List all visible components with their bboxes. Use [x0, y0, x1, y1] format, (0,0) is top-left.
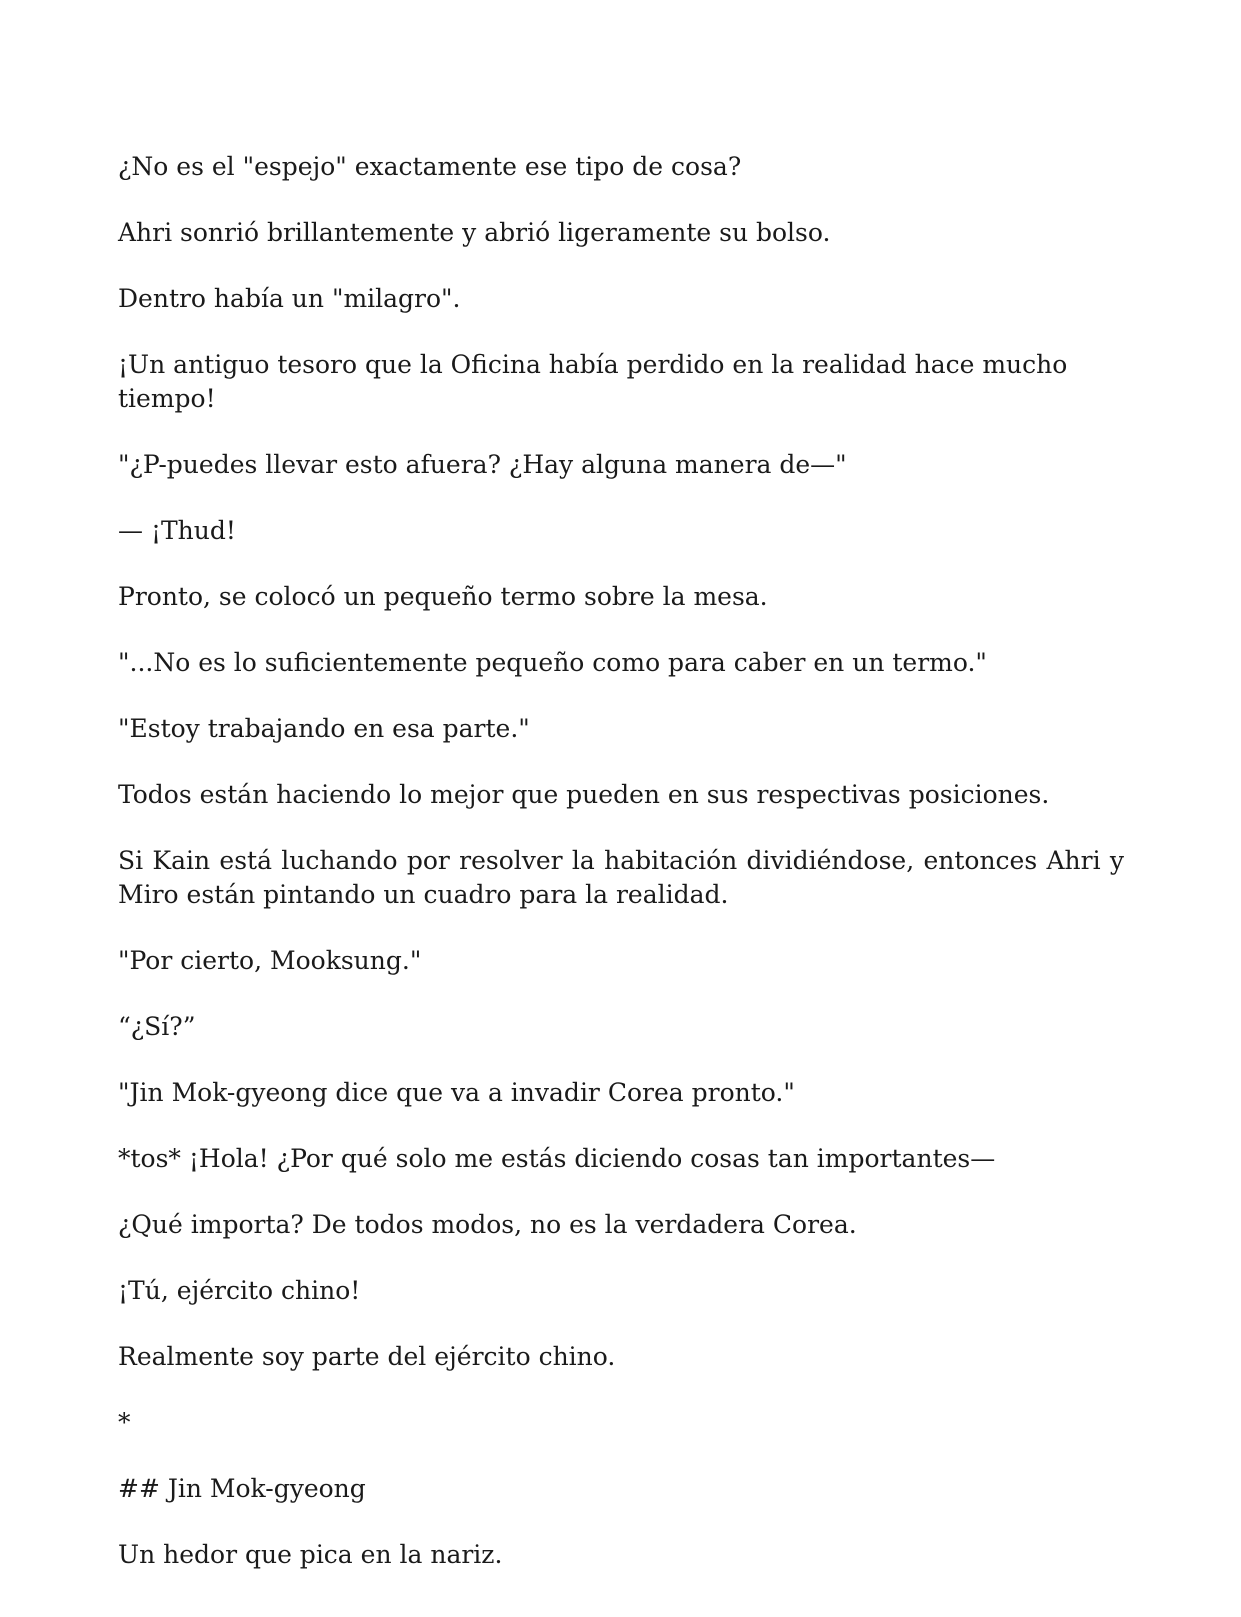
paragraph: "Estoy trabajando en esa parte."	[118, 714, 530, 743]
paragraph: "Jin Mok-gyeong dice que va a invadir Corea pronto."	[118, 1078, 795, 1107]
paragraph: Todos están haciendo lo mejor que pueden en sus respectivas posiciones.	[118, 780, 1050, 809]
paragraph: "...No es lo suficientemente pequeño como para caber en un termo."	[118, 648, 987, 677]
paragraph: ¡Un antiguo tesoro que la Oficina había perdido en la realidad hace mucho tiempo!	[118, 350, 1068, 413]
document-body	[118, 150, 1124, 1604]
paragraph: — ¡Thud!	[118, 516, 236, 545]
paragraph: ¡Tú, ejército chino!	[118, 1276, 361, 1305]
paragraph: ¿Qué importa? De todos modos, no es la verdadera Corea.	[118, 1210, 857, 1239]
paragraph: ¿No es el "espejo" exactamente ese tipo de cosa?	[118, 152, 742, 181]
scene-break: *	[118, 1408, 131, 1437]
paragraph: Realmente soy parte del ejército chino.	[118, 1342, 616, 1371]
paragraph: Si Kain está luchando por resolver la habitación dividiéndose, entonces Ahri y Miro están pintando un cuadro para la realidad.	[118, 846, 1124, 909]
paragraph: Un hedor que pica en la nariz.	[118, 1540, 503, 1569]
section-heading: ## Jin Mok-gyeong	[118, 1474, 366, 1503]
paragraph: Dentro había un "milagro".	[118, 284, 461, 313]
paragraph: "Por cierto, Mooksung."	[118, 946, 422, 975]
paragraph: *tos* ¡Hola! ¿Por qué solo me estás diciendo cosas tan importantes—	[118, 1144, 996, 1173]
paragraph: Ahri sonrió brillantemente y abrió ligeramente su bolso.	[118, 218, 831, 247]
paragraph: "¿P-puedes llevar esto afuera? ¿Hay alguna manera de—"	[118, 450, 847, 479]
paragraph: Pronto, se colocó un pequeño termo sobre la mesa.	[118, 582, 768, 611]
paragraph: “¿Sí?”	[118, 1012, 196, 1041]
